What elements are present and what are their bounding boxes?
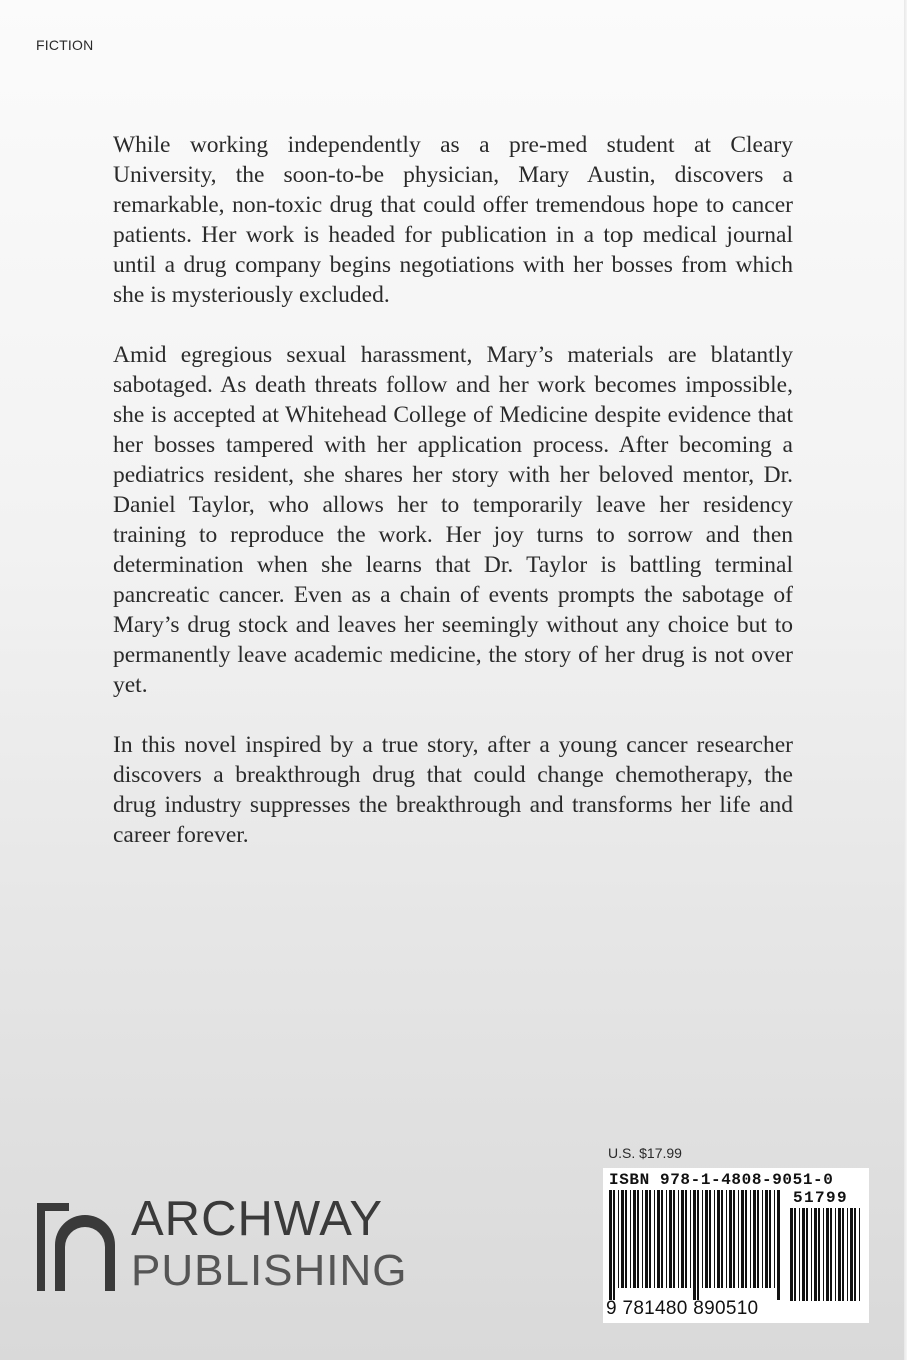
- barcode-bar: [613, 1190, 615, 1300]
- back-cover-blurb: [113, 130, 793, 880]
- barcode-bar: [790, 1208, 793, 1301]
- blurb-paragraph-2: Amid egregious sexual harassment, Mary’s materials are blatantly sabotaged. As death threats follow and her work becomes impossible, she is accepted at Whitehead College of Medicine despite evidence that her bosses tampered with her application process. After becoming a pediatrics resident, she shares her story with her beloved mentor, Dr. Daniel Taylor, who allows her to temporarily leave her residency training to reproduce the work. Her joy turns to sorrow and then determination when she learns that Dr. Taylor is battling terminal pancreatic cancer. Even as a chain of events prompts the sabotage of Mary’s drug stock and leaves her seemingly without any choice but to permanently leave academic medicine, the story of her drug is not over yet.: [113, 342, 793, 698]
- barcode-bar: [741, 1190, 744, 1288]
- barcode-bar: [645, 1190, 648, 1288]
- ean-barcode: [609, 1190, 781, 1300]
- barcode-bar: [854, 1208, 856, 1301]
- barcode-bar: [745, 1190, 747, 1288]
- barcode-bar: [729, 1190, 732, 1288]
- barcode-bar: [625, 1190, 627, 1288]
- price-label: U.S. $17.99: [608, 1145, 682, 1161]
- barcode-bar: [850, 1208, 853, 1301]
- barcode-bar: [814, 1208, 817, 1301]
- barcode-bar: [826, 1208, 829, 1301]
- barcode-bar: [702, 1190, 703, 1288]
- blurb-paragraph-3: In this novel inspired by a true story, after a young cancer researcher discovers a breakthrough drug that could change chemotherapy, the drug industry suppresses the breakthrough and transforms her life and career forever.: [113, 732, 793, 848]
- publisher-name: ARCHWAY: [131, 1192, 383, 1246]
- barcode-bar: [811, 1208, 812, 1301]
- barcode-bar: [717, 1190, 720, 1288]
- barcode-bar: [657, 1190, 660, 1288]
- barcode-bar: [818, 1208, 820, 1301]
- barcode-bar: [757, 1190, 759, 1288]
- barcode-bar: [714, 1190, 715, 1288]
- genre-label: FICTION: [36, 37, 94, 53]
- barcode-bar: [621, 1190, 624, 1288]
- barcode-bar: [777, 1190, 780, 1300]
- barcode-bar: [750, 1190, 751, 1288]
- barcode-bar: [762, 1190, 763, 1288]
- barcode-bar: [685, 1190, 687, 1288]
- barcode-bar: [654, 1190, 655, 1288]
- price-addon-barcode: [790, 1208, 862, 1301]
- barcode-bar: [859, 1208, 860, 1301]
- barcode-bar: [802, 1208, 805, 1301]
- barcode-bar: [705, 1190, 708, 1288]
- barcode-bar: [666, 1190, 667, 1288]
- barcode-bar: [806, 1208, 808, 1301]
- barcode-bar: [609, 1190, 612, 1300]
- publisher-subtitle: PUBLISHING: [131, 1246, 408, 1295]
- archway-logo-icon: [37, 1203, 115, 1291]
- barcode-bar: [630, 1190, 631, 1288]
- ean-digits: 9 781480 890510: [606, 1298, 759, 1319]
- barcode-bar: [733, 1190, 735, 1288]
- barcode-bar: [842, 1208, 844, 1301]
- barcode-bar: [618, 1190, 619, 1288]
- barcode-panel: [603, 1168, 869, 1323]
- blurb-paragraph-1: While working independently as a pre-med student at Cleary University, the soon-to-be physician, Mary Austin, discovers a remarkable, non-toxic drug that could offer tremendous hope to cancer patients. Her work is headed for publication in a top medical journal until a drug company begins negotiations with her bosses from which she is mysteriously excluded.: [113, 132, 793, 308]
- barcode-bar: [678, 1190, 679, 1288]
- barcode-bar: [642, 1190, 643, 1288]
- publisher-logo: [37, 1192, 437, 1295]
- barcode-bar: [799, 1208, 800, 1301]
- barcode-bar: [649, 1190, 651, 1288]
- isbn-text: ISBN 978-1-4808-9051-0: [609, 1171, 834, 1189]
- barcode-bar: [673, 1190, 675, 1288]
- price-code: 51799: [793, 1189, 849, 1207]
- barcode-bar: [753, 1190, 756, 1288]
- barcode-bar: [697, 1190, 699, 1300]
- barcode-bar: [774, 1190, 775, 1288]
- barcode-bar: [661, 1190, 663, 1288]
- barcode-bar: [669, 1190, 672, 1288]
- barcode-bar: [709, 1190, 711, 1288]
- barcode-bar: [633, 1190, 636, 1288]
- barcode-bar: [681, 1190, 684, 1288]
- barcode-bar: [738, 1190, 739, 1288]
- barcode-bar: [690, 1190, 691, 1288]
- barcode-bar: [823, 1208, 824, 1301]
- barcode-bar: [835, 1208, 836, 1301]
- barcode-bar: [726, 1190, 727, 1288]
- barcode-bar: [637, 1190, 639, 1288]
- barcode-bar: [830, 1208, 832, 1301]
- barcode-bar: [765, 1190, 768, 1288]
- barcode-bar: [847, 1208, 848, 1301]
- barcode-bar: [721, 1190, 723, 1288]
- barcode-bar: [838, 1208, 841, 1301]
- barcode-bar: [693, 1190, 696, 1300]
- barcode-bar: [769, 1190, 771, 1288]
- barcode-bar: [794, 1208, 796, 1301]
